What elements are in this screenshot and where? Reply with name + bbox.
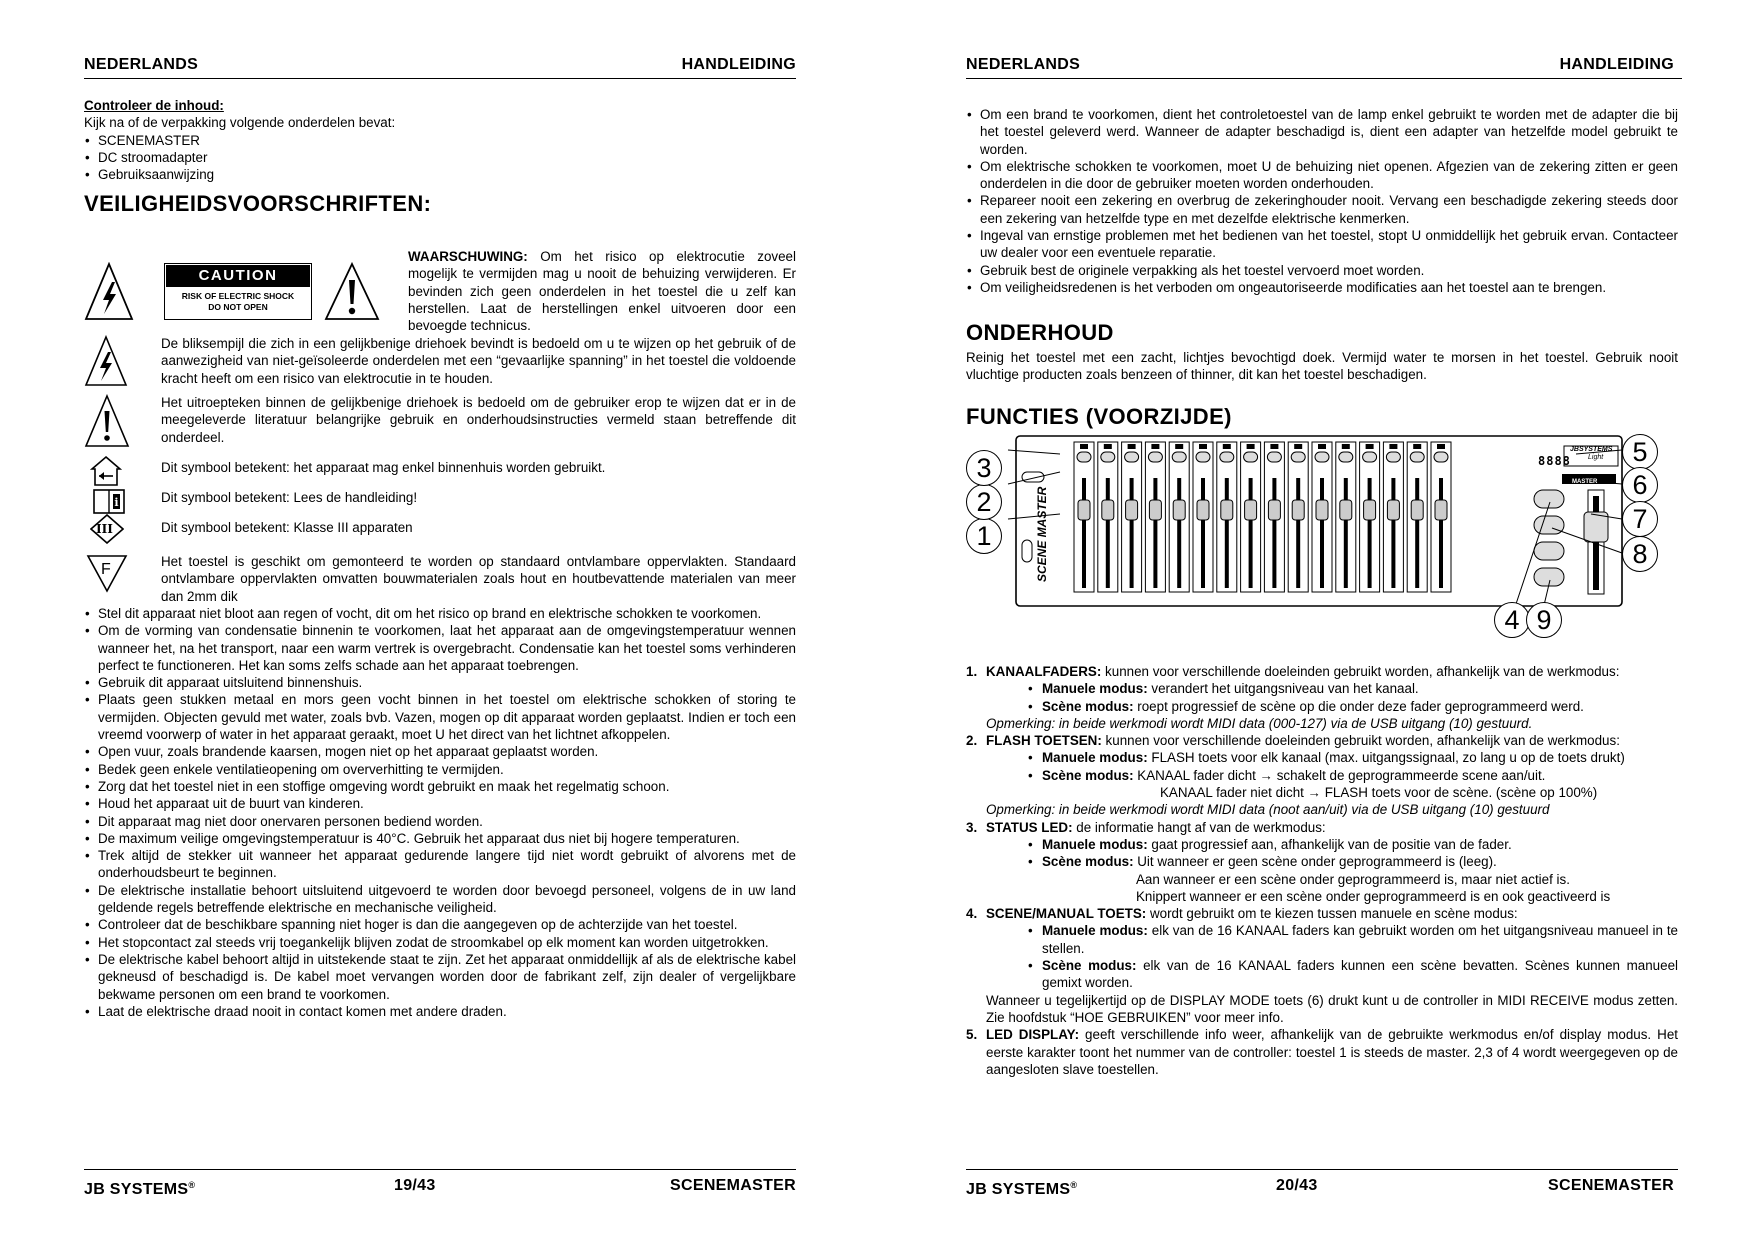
caution-line-2: DO NOT OPEN bbox=[208, 302, 268, 312]
list-item: • Scène modus: Uit wanneer er geen scène onder geprogrammeerd is (leeg). bbox=[1028, 853, 1678, 870]
page-header bbox=[966, 54, 1682, 79]
flash-button bbox=[1339, 452, 1353, 462]
list-item: • Repareer nooit een zekering en overbrug de zekeringhouder nooit. Vervang een beschadigde zekering steeds door een zekering van hetzelfde type en met dezelfde elektrische kenmerken. bbox=[966, 192, 1678, 227]
function-after-text: Wanneer u tegelijkertijd op de DISPLAY MODE toets (6) drukt kunt u de controller in MIDI RECEIVE modus zetten. Zie hoofdstuk “HOE GEBRUIKEN” voor meer info. bbox=[986, 992, 1678, 1025]
flash-button bbox=[1315, 452, 1329, 462]
status-led bbox=[1342, 444, 1350, 449]
footer-page-number: 19/43 bbox=[394, 1177, 436, 1194]
flash-button bbox=[1101, 452, 1115, 462]
list-item: • De maximum veilige omgevingstemperatuur is 40°C. Gebruik het apparaat dus niet bij hogere temperaturen. bbox=[84, 830, 796, 847]
list-item: • SCENEMASTER bbox=[84, 132, 796, 149]
fader-track bbox=[1130, 478, 1134, 588]
fader-knob bbox=[1149, 500, 1161, 520]
flash-button bbox=[1220, 452, 1234, 462]
caution-line-1: RISK OF ELECTRIC SHOCK bbox=[181, 291, 295, 301]
list-item: • Gebruik dit apparaat uitsluitend binnenshuis. bbox=[84, 674, 796, 691]
warning-body: Om het risico op elektrocutie zoveel mogelijk te vermijden mag u nooit de behuizing verwijderen. Er bevinden zich geen onderdelen in het toestel die u zelf kan herstellen. Laat de herstellingen enkel uitvoeren door een bevoegde technicus. bbox=[408, 249, 796, 334]
brand-logo-sub: Light bbox=[1588, 454, 1604, 461]
caution-title: CAUTION bbox=[166, 265, 310, 287]
indoor-description: Dit symbool betekent: het apparaat mag enkel binnenhuis worden gebruikt. bbox=[161, 460, 606, 475]
fader-knob bbox=[1364, 500, 1376, 520]
function-note: Opmerking: in beide werkmodi wordt MIDI data (noot aan/uit) via de USB uitgang (10) gestuurd bbox=[986, 802, 1550, 818]
header-title: HANDLEIDING bbox=[681, 56, 796, 73]
f-mark-icon-label: F bbox=[101, 561, 111, 578]
page-header bbox=[84, 54, 796, 79]
status-led bbox=[1318, 444, 1326, 449]
status-led bbox=[1080, 444, 1088, 449]
front-panel-diagram bbox=[966, 432, 1682, 654]
maintenance-title: ONDERHOUD bbox=[966, 320, 1114, 345]
lightning-warning-icon bbox=[84, 262, 134, 322]
footer-page-number: 20/43 bbox=[1276, 1177, 1318, 1194]
list-item: • Om een brand te voorkomen, dient het controletoestel van de lamp enkel gebruikt te worden met de adapter die bij het toestel geleverd werd. Wanneer de adapter beschadigd is, dient een adapter van hetzelfde model gebruikt te worden. bbox=[966, 106, 1678, 158]
list-item: • Gebruiksaanwijzing bbox=[84, 166, 796, 183]
fader-track bbox=[1296, 478, 1300, 588]
indoor-use-icon bbox=[90, 455, 122, 487]
status-led bbox=[1413, 444, 1421, 449]
status-led bbox=[1247, 444, 1255, 449]
fader-track bbox=[1225, 478, 1229, 588]
fader-knob bbox=[1411, 500, 1423, 520]
fader-knob bbox=[1435, 500, 1447, 520]
contents-section bbox=[84, 97, 796, 183]
status-led bbox=[1151, 444, 1159, 449]
footer-product: SCENEMASTER bbox=[670, 1177, 796, 1194]
fader-track bbox=[1106, 478, 1110, 588]
list-item: • Stel dit apparaat niet bloot aan regen of vocht, dit om het risico op brand en elektrische schokken te voorkomen. bbox=[84, 605, 796, 622]
fader-track bbox=[1082, 478, 1086, 588]
led-display: 8888 bbox=[1538, 454, 1571, 468]
flash-button bbox=[1434, 452, 1448, 462]
function-note: Opmerking: in beide werkmodi wordt MIDI data (000-127) via de USB uitgang (10) gestuurd. bbox=[986, 715, 1533, 731]
fader-knob bbox=[1245, 500, 1257, 520]
class-3-icon-label: III bbox=[96, 522, 113, 536]
fader-track bbox=[1344, 478, 1348, 588]
footer-brand: JB SYSTEMS® bbox=[84, 1180, 196, 1198]
flash-button bbox=[1244, 452, 1258, 462]
fader-track bbox=[1177, 478, 1181, 588]
exclamation-description: Het uitroepteken binnen de gelijkbenige driehoek is bedoeld om de gebruiker erop te wijzen dat er in de meegeleverde literatuur belangrijke gebruik en onderhoudsinstructies vermeld staan betreffende dit onderdeel. bbox=[161, 395, 796, 445]
callout-1: 1 bbox=[966, 518, 1002, 554]
function-sub-extra: Aan wanneer er een scène onder geprogrammeerd is, maar niet actief is. bbox=[1136, 871, 1570, 887]
list-item: • Trek altijd de stekker uit wanneer het apparaat gedurende langere tijd niet wordt gebruikt of alvorens met de onderhoudsbeurt te beginnen. bbox=[84, 847, 796, 882]
status-led bbox=[1104, 444, 1112, 449]
scenemaster-device-drawing bbox=[966, 432, 1682, 654]
callout-7: 7 bbox=[1622, 501, 1658, 537]
fader-track bbox=[1368, 478, 1372, 588]
fader-track bbox=[1201, 478, 1205, 588]
status-led bbox=[1175, 444, 1183, 449]
fader-track bbox=[1153, 478, 1157, 588]
fader-knob bbox=[1316, 500, 1328, 520]
header-title: HANDLEIDING bbox=[1559, 56, 1674, 73]
function-item-5: 5. LED DISPLAY: geeft verschillende info weer, afhankelijk van de gebruikte werkmodus en/of display modus. Het eerste karakter toont het nummer van de controller: toestel 1 is steeds de master. 2,3 of 4 wordt weergegeven op de aangesloten slave toestellen. bbox=[966, 1027, 1678, 1077]
flash-button bbox=[1077, 452, 1091, 462]
contents-heading: Controleer de inhoud: bbox=[84, 98, 224, 113]
status-led bbox=[1199, 444, 1207, 449]
flash-button bbox=[1267, 452, 1281, 462]
list-item: • Bedek geen enkele ventilatieopening om oververhitting te vermijden. bbox=[84, 761, 796, 778]
fader-track bbox=[1320, 478, 1324, 588]
status-led bbox=[1128, 444, 1136, 449]
function-item-1: 1. KANAALFADERS: kunnen voor verschillende doeleinden gebruikt worden, afhankelijk van de werkmodus: • Manuele modus: verandert het uitgangsniveau van het kanaal. • Scène modus: roept progressief de scène op die onder deze fader geprogrammeerd werd. Opmerking: in beide werkmodi wordt MIDI data (000-127) via de USB uitgang (10) gestuurd. bbox=[966, 663, 1678, 732]
fader-track bbox=[1415, 478, 1419, 588]
callout-4: 4 bbox=[1494, 602, 1530, 638]
list-item: • De elektrische installatie behoort uitsluitend uitgevoerd te worden door bevoegd personeel, volgens de in uw land geldende regels betreffende elektrische en mechanische veiligheid. bbox=[84, 882, 796, 917]
flash-button bbox=[1172, 452, 1186, 462]
footer-product: SCENEMASTER bbox=[1548, 1177, 1674, 1194]
status-led bbox=[1366, 444, 1374, 449]
list-item: • Scène modus: elk van de 16 KANAAL faders kunnen een scène bevatten. Scènes kunnen manueel gemixt worden. bbox=[1028, 957, 1678, 992]
status-led bbox=[1437, 444, 1445, 449]
flash-button bbox=[1410, 452, 1424, 462]
warning-label: WAARSCHUWING: bbox=[408, 249, 528, 264]
fader-knob bbox=[1268, 500, 1280, 520]
maintenance-text: Reinig het toestel met een zacht, lichtjes bevochtigd doek. Vermijd water te morsen in het toestel. Gebruik nooit vluchtige producten zoals benzeen of thinner, dit kan het toestel beschadigen. bbox=[966, 350, 1678, 383]
list-item: • Controleer dat de beschikbare spanning niet hoger is dan die aangegeven op de achterzijde van het toestel. bbox=[84, 916, 796, 933]
list-item: • Dit apparaat mag niet door onervaren personen bediend worden. bbox=[84, 813, 796, 830]
safety-bullets bbox=[84, 605, 796, 1020]
fader-knob bbox=[1387, 500, 1399, 520]
fader-knob bbox=[1197, 500, 1209, 520]
svg-text:i: i bbox=[114, 496, 119, 509]
list-item: • Om elektrische schokken te voorkomen, moet U de behuizing niet openen. Afgezien van de zekering zitten er geen onderdelen in die door de gebruiker moeten worden onderhouden. bbox=[966, 158, 1678, 193]
list-item: • Het stopcontact zal steeds vrij toegankelijk blijven zodat de stroomkabel op elk moment kan worden uitgetrokken. bbox=[84, 934, 796, 951]
flash-button bbox=[1386, 452, 1400, 462]
safety-title: VEILIGHEIDSVOORSCHRIFTEN: bbox=[84, 191, 432, 216]
header-language: NEDERLANDS bbox=[84, 56, 199, 73]
list-item: • Manuele modus: FLASH toets voor elk kanaal (max. uitgangssignaal, zo lang u op de toets drukt) bbox=[1028, 749, 1678, 766]
list-item: • Om de vorming van condensatie binnenin te voorkomen, laat het apparaat aan de omgevingstemperatuur wennen wanneer het, na het transport, naar een warm vertrek is overgebracht. Condensatie kan het toestel soms verhinderen perfect te functioneren. Het kan soms zelfs schade aan het apparaat toebrengen. bbox=[84, 622, 796, 674]
list-item: • Manuele modus: gaat progressief aan, afhankelijk van de positie van de fader. bbox=[1028, 836, 1678, 853]
list-item: • Ingeval van ernstige problemen met het bedienen van het toestel, stopt U onmiddellijk het gebruik ervan. Contacteer uw dealer voor een eventuele reparatie. bbox=[966, 227, 1678, 262]
function-item-3: 3. STATUS LED: de informatie hangt af van de werkmodus: • Manuele modus: gaat progressief aan, afhankelijk van de positie van de fader. • Scène modus: Uit wanneer er geen scène onder geprogrammeerd is (leeg). Aan wanneer er een scène onder geprogrammeerd is, maar niet actief is. Knippert wanneer er een scène onder geprogrammeerd is en ook geactiveerd is bbox=[966, 819, 1678, 905]
page-footer bbox=[84, 1169, 796, 1200]
flash-button bbox=[1148, 452, 1162, 462]
list-item: • Houd het apparaat uit de buurt van kinderen. bbox=[84, 795, 796, 812]
header-language: NEDERLANDS bbox=[966, 56, 1081, 73]
f-mark-description: Het toestel is geschikt om gemonteerd te worden op standaard ontvlambare oppervlakten. Standaard ontvlambare oppervlakten omvatten bouwmaterialen zoals hout en houtbevattende materialen van meer dan 2mm dik bbox=[161, 554, 796, 604]
list-item: • Manuele modus: elk van de 16 KANAAL faders kan gebruikt worden om het uitgangsniveau manueel in te stellen. bbox=[1028, 922, 1678, 957]
list-item: • Scène modus: KANAAL fader dicht → schakelt de geprogrammeerde scene aan/uit. bbox=[1028, 767, 1678, 784]
contents-list bbox=[84, 132, 796, 184]
functions-list bbox=[966, 663, 1678, 1078]
list-item: • Scène modus: roept progressief de scène op die onder deze fader geprogrammeerd werd. bbox=[1028, 698, 1678, 715]
exclamation-warning-icon bbox=[324, 262, 380, 322]
callout-6: 6 bbox=[1622, 467, 1658, 503]
brand-logo: JBSYSTEMS bbox=[1570, 446, 1613, 453]
lightning-triangle-icon bbox=[84, 335, 128, 387]
caution-label bbox=[164, 263, 312, 320]
lightning-description: De bliksempijl die zich in een gelijkbenige driehoek bevindt is bedoeld om u te wijzen op het gebruik of de aanwezigheid van niet-geïsoleerde onderdelen met een “gevaarlijke spanning” in het toestel die voldoende kracht heeft om een risico van elektrocutie in te houden. bbox=[161, 336, 796, 386]
callout-8: 8 bbox=[1622, 536, 1658, 572]
flash-button bbox=[1291, 452, 1305, 462]
fader-knob bbox=[1126, 500, 1138, 520]
list-item: • Manuele modus: verandert het uitgangsniveau van het kanaal. bbox=[1028, 680, 1678, 697]
list-item: • Om veiligheidsredenen is het verboden om ongeautoriseerde modificaties aan het toestel aan te brengen. bbox=[966, 279, 1678, 296]
page-footer bbox=[966, 1169, 1678, 1200]
fader-track bbox=[1272, 478, 1276, 588]
function-sub-extra: KANAAL fader niet dicht → FLASH toets voor de scène. (scène op 100%) bbox=[1160, 785, 1598, 801]
fader-knob bbox=[1078, 500, 1090, 520]
class3-description: Dit symbool betekent: Klasse III apparaten bbox=[161, 520, 413, 535]
device-name: SCENE MASTER bbox=[1035, 486, 1049, 582]
functions-title: FUNCTIES (VOORZIJDE) bbox=[966, 404, 1232, 429]
manual-description: Dit symbool betekent: Lees de handleiding! bbox=[161, 490, 418, 505]
list-item: • Plaats geen stukken metaal en mors geen vocht binnen in het toestel om elektrische schokken of storing te vermijden. Objecten gevuld met water, zoals bvb. Vazen, mogen op dit apparaat worden geplaatst. Indien er toch een vreemd voorwerp of water in het apparaat geraakt, moet U het direct van het lichtnet afkoppelen. bbox=[84, 691, 796, 743]
master-label: MASTER bbox=[1572, 479, 1598, 485]
fader-knob bbox=[1221, 500, 1233, 520]
status-led bbox=[1223, 444, 1231, 449]
page-left bbox=[84, 0, 796, 1240]
fader-knob bbox=[1173, 500, 1185, 520]
footer-brand: JB SYSTEMS® bbox=[966, 1180, 1078, 1198]
callout-5: 5 bbox=[1622, 434, 1658, 470]
fader-track bbox=[1391, 478, 1395, 588]
fader-knob bbox=[1292, 500, 1304, 520]
fader-knob bbox=[1340, 500, 1352, 520]
list-item: • Zorg dat het toestel niet in een stoffige omgeving wordt gebruikt en maak het regelmatig schoon. bbox=[84, 778, 796, 795]
exclamation-triangle-icon bbox=[84, 394, 130, 448]
flash-button bbox=[1125, 452, 1139, 462]
callout-3: 3 bbox=[966, 450, 1002, 486]
list-item: • De elektrische kabel behoort altijd in uitstekende staat te zijn. Zet het apparaat onmiddellijk af als de elektrische kabel gekneusd of beschadigd is. De kabel moet vervangen worden door de fabrikant zelf, zijn dealer of vergelijkbare bekwame personen om een brand te voorkomen. bbox=[84, 951, 796, 1003]
list-item: • Laat de elektrische draad nooit in contact komen met andere draden. bbox=[84, 1003, 796, 1020]
fader-track bbox=[1249, 478, 1253, 588]
read-manual-icon bbox=[92, 486, 126, 516]
safety-bullets-continued bbox=[966, 106, 1678, 296]
list-item: • DC stroomadapter bbox=[84, 149, 796, 166]
flash-button bbox=[1196, 452, 1210, 462]
callout-2: 2 bbox=[966, 484, 1002, 520]
list-item: • Gebruik best de originele verpakking als het toestel vervoerd moet worden. bbox=[966, 262, 1678, 279]
contents-intro: Kijk na of de verpakking volgende onderdelen bevat: bbox=[84, 115, 396, 131]
list-item: • Open vuur, zoals brandende kaarsen, mogen niet op het apparaat geplaatst worden. bbox=[84, 743, 796, 760]
function-sub-extra: Knippert wanneer er een scène onder geprogrammeerd is en ook geactiveerd is bbox=[1136, 888, 1611, 904]
flash-button bbox=[1363, 452, 1377, 462]
function-item-2: 2. FLASH TOETSEN: kunnen voor verschillende doeleinden gebruikt worden, afhankelijk van de werkmodus: • Manuele modus: FLASH toets voor elk kanaal (max. uitgangssignaal, zo lang u op de toets drukt) • Scène modus: KANAAL fader dicht → schakelt de geprogrammeerde scene aan/uit. KANAAL fader niet dicht → FLASH toets voor de scène. (scène op 100%) Opmerking: in beide werkmodi wordt MIDI data (noot aan/uit) via de USB uitgang (10) gestuurd bbox=[966, 732, 1678, 818]
fader-knob bbox=[1102, 500, 1114, 520]
callout-9: 9 bbox=[1526, 602, 1562, 638]
page-right bbox=[966, 0, 1682, 1240]
status-led bbox=[1270, 444, 1278, 449]
status-led bbox=[1294, 444, 1302, 449]
fader-track bbox=[1439, 478, 1443, 588]
status-led bbox=[1389, 444, 1397, 449]
warning-text bbox=[408, 248, 796, 334]
function-item-4: 4. SCENE/MANUAL TOETS: wordt gebruikt om te kiezen tussen manuele en scène modus: • Manuele modus: elk van de 16 KANAAL faders kan gebruikt worden om het uitgangsniveau manueel in te stellen. • Scène modus: elk van de 16 KANAAL faders kunnen een scène bevatten. Scènes kunnen manueel gemixt worden. Wanneer u tegelijkertijd op de DISPLAY MODE toets (6) drukt kunt u de controller in MIDI RECEIVE modus zetten. Zie hoofdstuk “HOE GEBRUIKEN” voor meer info. bbox=[966, 905, 1678, 1026]
